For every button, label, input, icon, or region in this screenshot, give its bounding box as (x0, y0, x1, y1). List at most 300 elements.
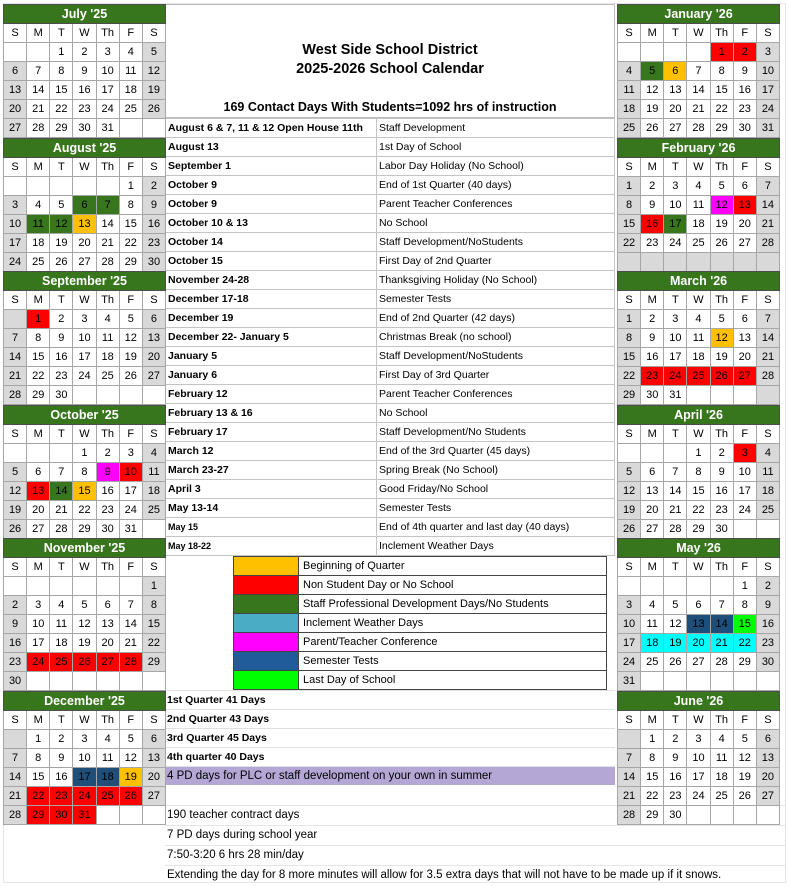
event-row (166, 233, 615, 252)
month-calendar-september-25 (3, 271, 166, 405)
month-header: March '26 (618, 272, 780, 291)
day-cell: 15 (618, 215, 641, 234)
day-cell: 19 (641, 100, 664, 119)
day-cell: 6 (27, 463, 50, 482)
day-cell: 21 (27, 100, 50, 119)
day-cell: 7 (50, 463, 73, 482)
day-cell: 9 (641, 329, 664, 348)
day-cell: 27 (664, 119, 687, 138)
day-cell (142, 520, 165, 539)
month-calendar-may-26 (617, 538, 780, 691)
event-date: October 9 (166, 195, 377, 214)
weekday-label: Th (710, 291, 733, 310)
day-cell (641, 577, 664, 596)
day-cell: 11 (710, 749, 733, 768)
weekday-label: S (142, 158, 165, 177)
legend-swatch (234, 671, 299, 690)
weekday-label: S (142, 425, 165, 444)
month-header: May '26 (618, 539, 780, 558)
day-cell: 14 (687, 81, 710, 100)
day-cell: 11 (687, 196, 710, 215)
day-cell: 27 (4, 119, 27, 138)
day-cell: 22 (27, 787, 50, 806)
day-cell: 28 (4, 386, 27, 405)
day-cell: 14 (119, 615, 142, 634)
day-cell: 7 (4, 329, 27, 348)
weekday-label: M (641, 24, 664, 43)
day-cell: 25 (119, 100, 142, 119)
day-cell: 17 (73, 348, 96, 367)
event-description: Labor Day Holiday (No School) (377, 157, 615, 176)
day-cell: 27 (756, 787, 779, 806)
day-cell: 18 (710, 768, 733, 787)
weekday-label: W (73, 291, 96, 310)
day-cell (756, 520, 779, 539)
day-cell: 9 (4, 615, 27, 634)
day-cell: 12 (618, 482, 641, 501)
day-cell: 8 (687, 463, 710, 482)
day-cell: 2 (4, 596, 27, 615)
day-cell: 5 (50, 196, 73, 215)
day-cell: 19 (119, 348, 142, 367)
legend-row (234, 671, 607, 690)
day-cell: 7 (687, 62, 710, 81)
day-cell: 14 (756, 329, 779, 348)
weekday-label: S (756, 291, 779, 310)
weekday-label: T (664, 558, 687, 577)
legend-swatch (234, 576, 299, 595)
month-header: August '25 (4, 139, 166, 158)
day-cell: 12 (119, 329, 142, 348)
day-cell: 24 (96, 100, 119, 119)
day-cell: 24 (27, 653, 50, 672)
day-cell: 23 (710, 501, 733, 520)
day-cell (641, 43, 664, 62)
day-cell (96, 672, 119, 691)
day-cell: 26 (641, 119, 664, 138)
day-cell: 20 (4, 100, 27, 119)
event-date: March 12 (166, 442, 377, 461)
q3-days: 3rd Quarter 45 Days (165, 729, 615, 748)
weekday-label: S (618, 158, 641, 177)
day-cell: 1 (73, 444, 96, 463)
day-cell: 27 (73, 253, 96, 272)
day-cell: 14 (4, 348, 27, 367)
day-cell (96, 577, 119, 596)
day-cell (687, 386, 710, 405)
day-cell: 28 (27, 119, 50, 138)
day-cell: 20 (687, 634, 710, 653)
day-cell: 26 (710, 367, 733, 386)
weekday-label: S (756, 425, 779, 444)
weekday-label: T (664, 158, 687, 177)
day-cell: 10 (664, 329, 687, 348)
day-cell: 25 (27, 253, 50, 272)
day-cell: 19 (710, 348, 733, 367)
day-cell: 17 (4, 234, 27, 253)
day-cell: 8 (618, 196, 641, 215)
day-cell: 1 (50, 43, 73, 62)
day-cell: 4 (618, 62, 641, 81)
day-cell: 3 (618, 596, 641, 615)
day-cell: 16 (756, 615, 779, 634)
day-cell (96, 386, 119, 405)
event-row (166, 176, 615, 195)
day-cell: 29 (50, 119, 73, 138)
legend-label: Last Day of School (299, 671, 607, 690)
day-cell: 28 (664, 520, 687, 539)
day-cell: 9 (50, 749, 73, 768)
day-cell: 9 (710, 463, 733, 482)
weekday-label: S (618, 24, 641, 43)
day-cell: 8 (641, 749, 664, 768)
day-cell: 21 (710, 634, 733, 653)
day-cell: 16 (710, 482, 733, 501)
day-cell: 10 (664, 196, 687, 215)
day-cell (618, 43, 641, 62)
day-cell: 19 (4, 501, 27, 520)
weekday-label: W (687, 558, 710, 577)
legend-swatch (234, 614, 299, 633)
day-cell (756, 386, 779, 405)
day-cell: 23 (50, 787, 73, 806)
day-cell: 11 (27, 215, 50, 234)
weekday-label: T (50, 711, 73, 730)
day-cell (73, 672, 96, 691)
day-cell: 4 (687, 177, 710, 196)
day-cell: 23 (142, 234, 165, 253)
day-cell: 11 (96, 329, 119, 348)
day-cell: 15 (142, 615, 165, 634)
day-cell: 1 (618, 177, 641, 196)
day-cell: 30 (4, 672, 27, 691)
month-header: October '25 (4, 406, 166, 425)
day-cell: 27 (142, 787, 165, 806)
day-cell: 6 (733, 177, 756, 196)
event-date: February 12 (166, 385, 377, 404)
event-date: August 6 & 7, 11 & 12 Open House 11th (166, 119, 377, 138)
day-cell: 31 (664, 386, 687, 405)
day-cell (756, 806, 779, 825)
event-row (166, 404, 615, 423)
day-cell: 21 (96, 234, 119, 253)
day-cell: 3 (687, 730, 710, 749)
day-cell: 27 (96, 653, 119, 672)
weekday-label: Th (96, 711, 119, 730)
day-cell (664, 253, 687, 272)
day-cell: 23 (73, 100, 96, 119)
events-table (165, 118, 615, 556)
weekday-label: S (4, 558, 27, 577)
legend-swatch (234, 652, 299, 671)
day-cell: 15 (73, 482, 96, 501)
event-date: May 15 (166, 518, 377, 537)
weekday-label: T (50, 425, 73, 444)
note-contract-days: 190 teacher contract days (165, 805, 785, 825)
day-cell: 25 (641, 653, 664, 672)
day-cell: 7 (756, 177, 779, 196)
day-cell: 21 (4, 367, 27, 386)
day-cell: 20 (733, 215, 756, 234)
weekday-label: S (618, 558, 641, 577)
day-cell: 1 (733, 577, 756, 596)
day-cell: 26 (119, 787, 142, 806)
day-cell: 10 (96, 62, 119, 81)
day-cell: 31 (96, 119, 119, 138)
day-cell: 24 (73, 367, 96, 386)
weekday-label: S (142, 711, 165, 730)
day-cell: 3 (73, 310, 96, 329)
day-cell: 11 (119, 62, 142, 81)
day-cell (733, 672, 756, 691)
day-cell (618, 577, 641, 596)
day-cell: 4 (119, 43, 142, 62)
day-cell (4, 177, 27, 196)
day-cell: 13 (687, 615, 710, 634)
legend-label: Inclement Weather Days (299, 614, 607, 633)
event-row (166, 328, 615, 347)
day-cell: 6 (733, 310, 756, 329)
event-row (166, 518, 615, 537)
month-header: December '25 (4, 692, 166, 711)
day-cell: 9 (142, 196, 165, 215)
day-cell: 18 (142, 482, 165, 501)
day-cell: 6 (664, 62, 687, 81)
event-row (166, 499, 615, 518)
day-cell: 4 (142, 444, 165, 463)
day-cell: 11 (687, 329, 710, 348)
day-cell: 22 (687, 501, 710, 520)
day-cell (119, 672, 142, 691)
weekday-label: M (27, 291, 50, 310)
event-description: Semester Tests (377, 290, 615, 309)
day-cell: 30 (641, 386, 664, 405)
quarter-summary (165, 690, 615, 785)
day-cell (119, 806, 142, 825)
day-cell: 21 (618, 787, 641, 806)
day-cell: 22 (710, 100, 733, 119)
event-row (166, 480, 615, 499)
weekday-label: F (119, 425, 142, 444)
day-cell: 11 (96, 749, 119, 768)
day-cell: 31 (73, 806, 96, 825)
weekday-label: S (618, 425, 641, 444)
day-cell: 1 (710, 43, 733, 62)
weekday-label: T (664, 24, 687, 43)
event-description: Spring Break (No School) (377, 461, 615, 480)
day-cell: 7 (119, 596, 142, 615)
month-calendar-march-26 (617, 271, 780, 405)
day-cell: 4 (641, 596, 664, 615)
day-cell: 1 (641, 730, 664, 749)
day-cell: 2 (73, 43, 96, 62)
day-cell: 4 (96, 310, 119, 329)
day-cell: 3 (756, 43, 779, 62)
day-cell: 19 (119, 768, 142, 787)
day-cell: 17 (664, 215, 687, 234)
day-cell: 1 (27, 310, 50, 329)
day-cell: 30 (142, 253, 165, 272)
day-cell: 27 (641, 520, 664, 539)
day-cell: 24 (664, 234, 687, 253)
day-cell: 2 (756, 577, 779, 596)
weekday-label: F (119, 24, 142, 43)
day-cell: 5 (710, 177, 733, 196)
day-cell (142, 386, 165, 405)
event-description: No School (377, 404, 615, 423)
month-calendar-january-26 (617, 4, 780, 138)
day-cell: 14 (50, 482, 73, 501)
day-cell: 22 (618, 234, 641, 253)
day-cell (733, 520, 756, 539)
day-cell: 18 (687, 215, 710, 234)
day-cell: 6 (96, 596, 119, 615)
day-cell: 22 (73, 501, 96, 520)
day-cell: 7 (618, 749, 641, 768)
q4-days: 4th quarter 40 Days (165, 748, 615, 767)
day-cell: 5 (142, 43, 165, 62)
day-cell: 17 (618, 634, 641, 653)
weekday-label: W (687, 711, 710, 730)
day-cell: 9 (96, 463, 119, 482)
event-description: Parent Teacher Conferences (377, 195, 615, 214)
day-cell: 26 (73, 653, 96, 672)
day-cell: 13 (733, 329, 756, 348)
q2-days: 2nd Quarter 43 Days (165, 710, 615, 729)
weekday-label: M (27, 24, 50, 43)
day-cell: 7 (4, 749, 27, 768)
day-cell: 4 (756, 444, 779, 463)
note-hours: 7:50-3:20 6 hrs 28 min/day (165, 845, 785, 865)
day-cell: 2 (50, 730, 73, 749)
weekday-label: M (27, 425, 50, 444)
day-cell: 31 (119, 520, 142, 539)
day-cell: 11 (618, 81, 641, 100)
day-cell: 26 (119, 367, 142, 386)
day-cell: 12 (710, 329, 733, 348)
weekday-label: S (756, 24, 779, 43)
day-cell: 13 (733, 196, 756, 215)
event-date: February 13 & 16 (166, 404, 377, 423)
event-description: Christmas Break (no school) (377, 328, 615, 347)
day-cell: 25 (50, 653, 73, 672)
day-cell: 16 (4, 634, 27, 653)
day-cell: 22 (50, 100, 73, 119)
weekday-label: F (119, 291, 142, 310)
day-cell (687, 253, 710, 272)
day-cell (641, 253, 664, 272)
day-cell: 1 (142, 577, 165, 596)
day-cell: 5 (710, 310, 733, 329)
day-cell: 5 (618, 463, 641, 482)
day-cell: 14 (664, 482, 687, 501)
event-description: Staff Development/No Students (377, 423, 615, 442)
day-cell (27, 43, 50, 62)
event-row (166, 119, 615, 138)
weekday-label: W (687, 425, 710, 444)
day-cell: 6 (756, 730, 779, 749)
day-cell: 25 (96, 367, 119, 386)
event-description: Good Friday/No School (377, 480, 615, 499)
day-cell: 15 (119, 215, 142, 234)
weekday-label: Th (96, 158, 119, 177)
day-cell (73, 577, 96, 596)
q1-days: 1st Quarter 41 Days (165, 691, 615, 710)
day-cell: 5 (641, 62, 664, 81)
day-cell: 25 (96, 787, 119, 806)
weekday-label: S (756, 158, 779, 177)
day-cell: 23 (641, 234, 664, 253)
month-calendar-november-25 (3, 538, 166, 691)
weekday-label: S (618, 711, 641, 730)
day-cell (733, 806, 756, 825)
day-cell: 26 (50, 253, 73, 272)
day-cell: 28 (4, 806, 27, 825)
weekday-label: Th (96, 291, 119, 310)
day-cell (710, 253, 733, 272)
day-cell: 20 (641, 501, 664, 520)
event-date: April 3 (166, 480, 377, 499)
day-cell: 21 (687, 100, 710, 119)
day-cell: 6 (687, 596, 710, 615)
day-cell: 10 (27, 615, 50, 634)
day-cell (710, 806, 733, 825)
day-cell: 9 (50, 329, 73, 348)
month-header: February '26 (618, 139, 780, 158)
day-cell (687, 672, 710, 691)
day-cell: 25 (756, 501, 779, 520)
day-cell: 7 (96, 196, 119, 215)
day-cell: 25 (618, 119, 641, 138)
month-header: July '25 (4, 5, 166, 24)
day-cell: 10 (73, 329, 96, 348)
day-cell: 15 (50, 81, 73, 100)
day-cell: 14 (96, 215, 119, 234)
day-cell: 15 (733, 615, 756, 634)
day-cell: 19 (733, 768, 756, 787)
day-cell: 21 (4, 787, 27, 806)
day-cell: 3 (119, 444, 142, 463)
note-pd-days: 7 PD days during school year (165, 825, 785, 845)
weekday-label: W (73, 711, 96, 730)
month-calendar-april-26 (617, 405, 780, 539)
day-cell: 17 (756, 81, 779, 100)
event-row (166, 423, 615, 442)
day-cell: 22 (618, 367, 641, 386)
event-description: Parent Teacher Conferences (377, 385, 615, 404)
weekday-label: Th (710, 558, 733, 577)
day-cell: 16 (733, 81, 756, 100)
day-cell: 7 (710, 596, 733, 615)
weekday-label: S (756, 558, 779, 577)
day-cell: 8 (27, 329, 50, 348)
day-cell: 13 (142, 329, 165, 348)
event-row (166, 537, 615, 556)
event-date: December 17-18 (166, 290, 377, 309)
day-cell: 8 (119, 196, 142, 215)
day-cell: 19 (73, 634, 96, 653)
day-cell (733, 386, 756, 405)
event-date: February 17 (166, 423, 377, 442)
day-cell (4, 43, 27, 62)
event-date: October 10 & 13 (166, 214, 377, 233)
weekday-label: S (756, 711, 779, 730)
event-row (166, 138, 615, 157)
day-cell: 24 (733, 501, 756, 520)
day-cell: 29 (142, 653, 165, 672)
day-cell: 16 (641, 215, 664, 234)
event-date: January 6 (166, 366, 377, 385)
